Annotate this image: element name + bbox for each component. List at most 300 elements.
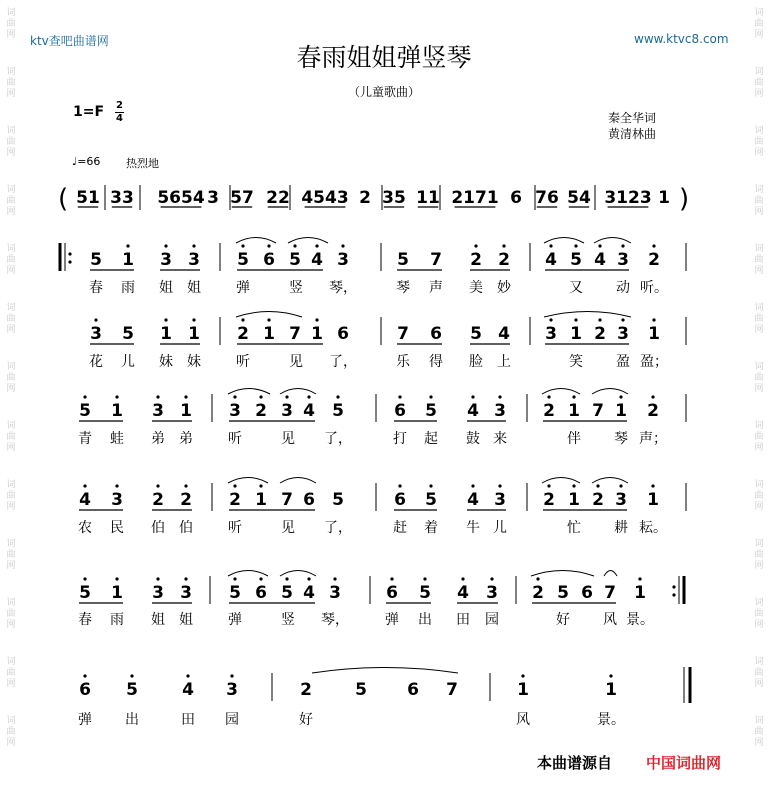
note: 3 <box>226 680 238 700</box>
watermark-glyph: 网 <box>6 679 16 689</box>
octave-dot <box>474 244 477 247</box>
octave-dot <box>341 244 344 247</box>
watermark-glyph: 词 <box>6 303 16 313</box>
watermark-glyph: 曲 <box>754 255 764 265</box>
watermark-glyph: 网 <box>6 561 16 571</box>
watermark-glyph: 词 <box>6 362 16 372</box>
intro-open-paren: ( <box>58 184 69 214</box>
intro-note-group: 76 <box>535 188 559 208</box>
slur <box>280 389 316 395</box>
note: 3 <box>152 583 164 603</box>
lyric-char: 得 <box>429 354 443 370</box>
octave-dot <box>259 395 262 398</box>
slur <box>592 478 628 484</box>
note: 2 <box>229 490 241 510</box>
lyric-char: 姐 <box>159 280 173 296</box>
lyric-char: 声 <box>429 280 443 296</box>
watermark-glyph: 曲 <box>6 314 16 324</box>
note: 6 <box>337 324 349 344</box>
note: 1 <box>311 324 323 344</box>
intro-close-paren: ) <box>679 184 690 214</box>
tempo-marking: ♩=66 <box>72 155 101 168</box>
octave-dot <box>130 674 133 677</box>
octave-dot <box>156 484 159 487</box>
note: 2 <box>543 490 555 510</box>
watermark-glyph: 网 <box>6 89 16 99</box>
lyric-char: 姐 <box>151 612 165 628</box>
octave-dot <box>423 577 426 580</box>
note: 1 <box>111 401 123 421</box>
site-link-right[interactable]: www.ktvc8.com <box>634 32 729 46</box>
lyric-char: 民 <box>110 520 124 536</box>
lyric-char: 弹 <box>78 712 92 728</box>
octave-dot <box>184 395 187 398</box>
note: 6 <box>394 401 406 421</box>
note: 5 <box>122 324 134 344</box>
octave-dot <box>164 318 167 321</box>
watermark-glyph: 词 <box>754 8 764 18</box>
lyric-char: 出 <box>125 712 139 728</box>
lyric-char: 赶 <box>393 520 407 536</box>
lyric-char: 伯 <box>151 520 165 536</box>
note: 2 <box>255 401 267 421</box>
note: 3 <box>545 324 557 344</box>
note: 4 <box>182 680 194 700</box>
note: 4 <box>303 401 315 421</box>
watermark-glyph: 曲 <box>6 668 16 678</box>
note: 3 <box>229 401 241 421</box>
watermark-glyph: 曲 <box>6 373 16 383</box>
octave-dot <box>536 577 539 580</box>
watermark-glyph: 词 <box>6 421 16 431</box>
lyric-char: 春 <box>89 280 103 296</box>
octave-dot <box>94 318 97 321</box>
watermark-glyph: 词 <box>6 480 16 490</box>
lyric-char: 着 <box>424 520 438 536</box>
watermark-glyph: 曲 <box>754 314 764 324</box>
watermark-glyph: 曲 <box>6 609 16 619</box>
watermark-glyph: 词 <box>6 716 16 726</box>
lyric-char: 笑 <box>569 354 583 370</box>
watermark-glyph: 曲 <box>754 491 764 501</box>
slur <box>280 478 316 484</box>
octave-dot <box>609 674 612 677</box>
lyric-char: 弟 <box>179 431 193 447</box>
watermark-glyph: 词 <box>6 8 16 18</box>
lyric-char: 儿 <box>493 520 507 536</box>
note: 1 <box>180 401 192 421</box>
octave-dot <box>233 577 236 580</box>
lyric-char: 雨 <box>110 612 124 628</box>
slur <box>544 312 631 318</box>
lyric-char: 儿 <box>121 354 135 370</box>
note: 6 <box>430 324 442 344</box>
octave-dot <box>574 318 577 321</box>
octave-dot <box>429 484 432 487</box>
expression-marking: 热烈地 <box>126 157 159 170</box>
slur <box>604 571 617 577</box>
octave-dot <box>307 395 310 398</box>
watermark-glyph: 词 <box>754 539 764 549</box>
watermark-glyph: 词 <box>6 67 16 77</box>
lyric-char: 农 <box>78 520 92 536</box>
watermark-glyph: 曲 <box>754 196 764 206</box>
watermark-glyph: 网 <box>754 384 764 394</box>
watermark-glyph: 曲 <box>6 137 16 147</box>
octave-dot <box>651 484 654 487</box>
key-signature: 1=F <box>73 104 105 120</box>
slur <box>544 238 584 244</box>
watermark-glyph: 网 <box>6 207 16 217</box>
watermark-glyph: 词 <box>754 126 764 136</box>
lyric-char: 鼓 <box>466 431 480 447</box>
watermark-glyph: 曲 <box>754 668 764 678</box>
note: 3 <box>617 324 629 344</box>
slur <box>594 238 631 244</box>
watermark-glyph: 词 <box>754 185 764 195</box>
octave-dot <box>461 577 464 580</box>
watermark-glyph: 网 <box>6 502 16 512</box>
lyric-char: 见 <box>281 520 295 536</box>
lyric-char: 春 <box>78 612 92 628</box>
slur <box>542 389 580 395</box>
octave-dot <box>241 318 244 321</box>
lyric-char: 姐 <box>187 280 201 296</box>
note: 3 <box>617 250 629 270</box>
lyric-char: 听 <box>236 354 250 370</box>
lyric-char: 来 <box>493 431 507 447</box>
note: 2 <box>498 250 510 270</box>
lyric-char: 了， <box>324 520 352 536</box>
octave-dot <box>638 577 641 580</box>
source-brand-link[interactable]: 中国词曲网 <box>646 754 722 772</box>
note: 2 <box>300 680 312 700</box>
note: 1 <box>568 401 580 421</box>
octave-dot <box>619 395 622 398</box>
octave-dot <box>267 318 270 321</box>
lyric-char: 琴 <box>396 280 410 296</box>
octave-dot <box>596 484 599 487</box>
intro-note-group: 2171 <box>451 188 499 208</box>
octave-dot <box>619 484 622 487</box>
watermark-glyph: 词 <box>6 657 16 667</box>
note: 7 <box>604 583 616 603</box>
octave-dot <box>315 244 318 247</box>
note: 5 <box>90 250 102 270</box>
lyric-char: 琴 <box>614 431 628 447</box>
note: 1 <box>517 680 529 700</box>
repeat-dot <box>672 593 675 596</box>
intro-note-group: 51 <box>76 188 100 208</box>
octave-dot <box>498 484 501 487</box>
intro-note-group: 57 <box>230 188 254 208</box>
note: 4 <box>498 324 510 344</box>
octave-dot <box>192 244 195 247</box>
lyric-char: 上 <box>497 354 511 370</box>
note: 2 <box>592 490 604 510</box>
lyric-char: 出 <box>418 612 432 628</box>
note: 7 <box>397 324 409 344</box>
note: 4 <box>311 250 323 270</box>
octave-dot <box>115 395 118 398</box>
composer-credit: 黄清林曲 <box>608 127 657 141</box>
note: 3 <box>486 583 498 603</box>
octave-dot <box>336 395 339 398</box>
lyric-char: 花 <box>89 354 103 370</box>
watermark-glyph: 网 <box>754 561 764 571</box>
source-label: 本曲谱源自 <box>537 754 613 772</box>
lyric-char: 耕 <box>614 520 628 536</box>
intro-note-group: 2 <box>359 188 371 208</box>
lyric-char: 耘。 <box>639 520 667 536</box>
note: 6 <box>303 490 315 510</box>
note: 5 <box>470 324 482 344</box>
lyric-char: 好 <box>556 612 570 628</box>
watermark-glyph: 词 <box>6 126 16 136</box>
note: 7 <box>281 490 293 510</box>
lyric-char: 牛 <box>466 520 480 536</box>
lyric-char: 忙 <box>567 520 581 536</box>
octave-dot <box>259 577 262 580</box>
note: 5 <box>281 583 293 603</box>
slur <box>288 238 328 244</box>
lyric-char: 了， <box>324 431 352 447</box>
octave-dot <box>549 318 552 321</box>
note: 3 <box>180 583 192 603</box>
watermark-glyph: 曲 <box>754 609 764 619</box>
lyric-char: 妙 <box>497 280 511 296</box>
watermark-glyph: 网 <box>6 30 16 40</box>
watermark-glyph: 网 <box>754 502 764 512</box>
octave-dot <box>490 577 493 580</box>
note: 5 <box>355 680 367 700</box>
watermark-glyph: 网 <box>6 443 16 453</box>
lyric-char: 弹 <box>228 612 242 628</box>
note: 3 <box>494 490 506 510</box>
octave-dot <box>83 484 86 487</box>
slur <box>542 478 580 484</box>
watermark-glyph: 词 <box>754 480 764 490</box>
octave-dot <box>652 318 655 321</box>
octave-dot <box>233 484 236 487</box>
octave-dot <box>572 395 575 398</box>
intro-note-group: 11 <box>416 188 440 208</box>
note: 2 <box>543 401 555 421</box>
lyric-char: 脸 <box>469 354 483 370</box>
lyric-char: 蛙 <box>110 431 124 447</box>
note: 4 <box>467 490 479 510</box>
note: 1 <box>615 401 627 421</box>
watermark-glyph: 网 <box>6 384 16 394</box>
note: 1 <box>160 324 172 344</box>
site-link-left[interactable]: ktv查吧曲谱网 <box>30 34 109 48</box>
octave-dot <box>333 577 336 580</box>
lyric-char: 弹 <box>236 280 250 296</box>
lyric-char: 伯 <box>179 520 193 536</box>
watermark-glyph: 网 <box>754 679 764 689</box>
lyric-char: 打 <box>393 431 407 447</box>
watermark-glyph: 曲 <box>6 491 16 501</box>
note: 6 <box>263 250 275 270</box>
slur <box>236 312 302 318</box>
lyric-char: 园 <box>225 712 239 728</box>
note: 1 <box>255 490 267 510</box>
watermark-glyph: 曲 <box>754 432 764 442</box>
repeat-dot <box>68 252 71 255</box>
song-title: 春雨姐姐弹竖琴 <box>296 43 472 72</box>
watermark-glyph: 网 <box>6 620 16 630</box>
note: 5 <box>397 250 409 270</box>
lyric-char: 妹 <box>187 354 201 370</box>
intro-note-group: 3 <box>207 188 219 208</box>
note: 4 <box>457 583 469 603</box>
note: 5 <box>237 250 249 270</box>
watermark-glyph: 曲 <box>754 373 764 383</box>
lyric-char: 听 <box>228 431 242 447</box>
octave-dot <box>547 395 550 398</box>
watermark-glyph: 网 <box>754 30 764 40</box>
watermark-glyph: 网 <box>6 738 16 748</box>
intro-note-group: 1 <box>658 188 670 208</box>
note: 2 <box>470 250 482 270</box>
note: 2 <box>152 490 164 510</box>
note: 2 <box>180 490 192 510</box>
note: 5 <box>79 401 91 421</box>
watermark-glyph: 词 <box>6 539 16 549</box>
watermark-glyph: 词 <box>754 421 764 431</box>
watermark-glyph: 曲 <box>6 196 16 206</box>
note: 5 <box>126 680 138 700</box>
octave-dot <box>621 318 624 321</box>
note: 2 <box>237 324 249 344</box>
lyric-char: 田 <box>181 712 195 728</box>
octave-dot <box>115 577 118 580</box>
intro-note-group: 3123 <box>604 188 652 208</box>
intro-note-group: 4543 <box>301 188 349 208</box>
octave-dot <box>621 244 624 247</box>
note: 3 <box>615 490 627 510</box>
lyric-char: 见 <box>289 354 303 370</box>
note: 7 <box>289 324 301 344</box>
watermark-glyph: 网 <box>6 325 16 335</box>
lyric-char: 美 <box>469 280 483 296</box>
lyric-char: 盈； <box>640 354 668 370</box>
octave-dot <box>267 244 270 247</box>
lyric-char: 又 <box>569 280 583 296</box>
watermark-glyph: 曲 <box>6 255 16 265</box>
note: 6 <box>581 583 593 603</box>
lyric-char: 弹 <box>385 612 399 628</box>
watermark-glyph: 词 <box>754 362 764 372</box>
octave-dot <box>547 484 550 487</box>
lyric-char: 琴， <box>321 612 349 628</box>
note: 3 <box>152 401 164 421</box>
octave-dot <box>126 244 129 247</box>
octave-dot <box>241 244 244 247</box>
note: 5 <box>419 583 431 603</box>
note: 6 <box>255 583 267 603</box>
octave-dot <box>498 395 501 398</box>
octave-dot <box>192 318 195 321</box>
octave-dot <box>521 674 524 677</box>
note: 3 <box>494 401 506 421</box>
octave-dot <box>651 395 654 398</box>
octave-dot <box>598 244 601 247</box>
note: 2 <box>594 324 606 344</box>
lyric-char: 园 <box>485 612 499 628</box>
slur <box>280 571 316 577</box>
watermark-glyph: 曲 <box>6 550 16 560</box>
note: 3 <box>111 490 123 510</box>
octave-dot <box>598 318 601 321</box>
lyric-char: 妹 <box>159 354 173 370</box>
meter-bottom: 4 <box>116 113 123 124</box>
watermark-glyph: 网 <box>6 266 16 276</box>
watermark-glyph: 网 <box>6 148 16 158</box>
watermark-glyph: 词 <box>6 185 16 195</box>
slur <box>592 389 628 395</box>
lyric-char: 雨 <box>121 280 135 296</box>
watermark-glyph: 网 <box>754 443 764 453</box>
slur <box>236 238 276 244</box>
octave-dot <box>398 395 401 398</box>
watermark-glyph: 曲 <box>754 550 764 560</box>
note: 6 <box>394 490 406 510</box>
lyric-char: 竖 <box>281 612 295 628</box>
note: 2 <box>648 250 660 270</box>
note: 1 <box>647 490 659 510</box>
watermark-glyph: 曲 <box>6 432 16 442</box>
watermark-glyph: 词 <box>6 244 16 254</box>
octave-dot <box>652 244 655 247</box>
octave-dot <box>184 577 187 580</box>
octave-dot <box>285 577 288 580</box>
note: 5 <box>332 490 344 510</box>
lyric-char: 听。 <box>640 280 668 296</box>
octave-dot <box>233 395 236 398</box>
watermark-glyph: 词 <box>6 598 16 608</box>
note: 5 <box>289 250 301 270</box>
note: 3 <box>337 250 349 270</box>
note: 2 <box>532 583 544 603</box>
note: 1 <box>605 680 617 700</box>
lyric-char: 乐 <box>396 354 410 370</box>
note: 5 <box>332 401 344 421</box>
lyric-char: 盈 <box>616 354 630 370</box>
octave-dot <box>115 484 118 487</box>
lyric-char: 伴 <box>567 431 581 447</box>
note: 5 <box>557 583 569 603</box>
lyric-char: 青 <box>78 431 92 447</box>
intro-note-group: 22 <box>266 188 290 208</box>
lyric-char: 风 <box>516 712 530 728</box>
note: 1 <box>122 250 134 270</box>
note: 4 <box>594 250 606 270</box>
repeat-dot <box>672 585 675 588</box>
note: 3 <box>281 401 293 421</box>
note: 1 <box>263 324 275 344</box>
note: 5 <box>425 490 437 510</box>
octave-dot <box>156 577 159 580</box>
octave-dot <box>398 484 401 487</box>
watermark-glyph: 网 <box>754 207 764 217</box>
slur <box>228 571 268 577</box>
note: 1 <box>648 324 660 344</box>
note: 5 <box>570 250 582 270</box>
watermark-glyph: 曲 <box>6 19 16 29</box>
note: 1 <box>568 490 580 510</box>
octave-dot <box>164 244 167 247</box>
